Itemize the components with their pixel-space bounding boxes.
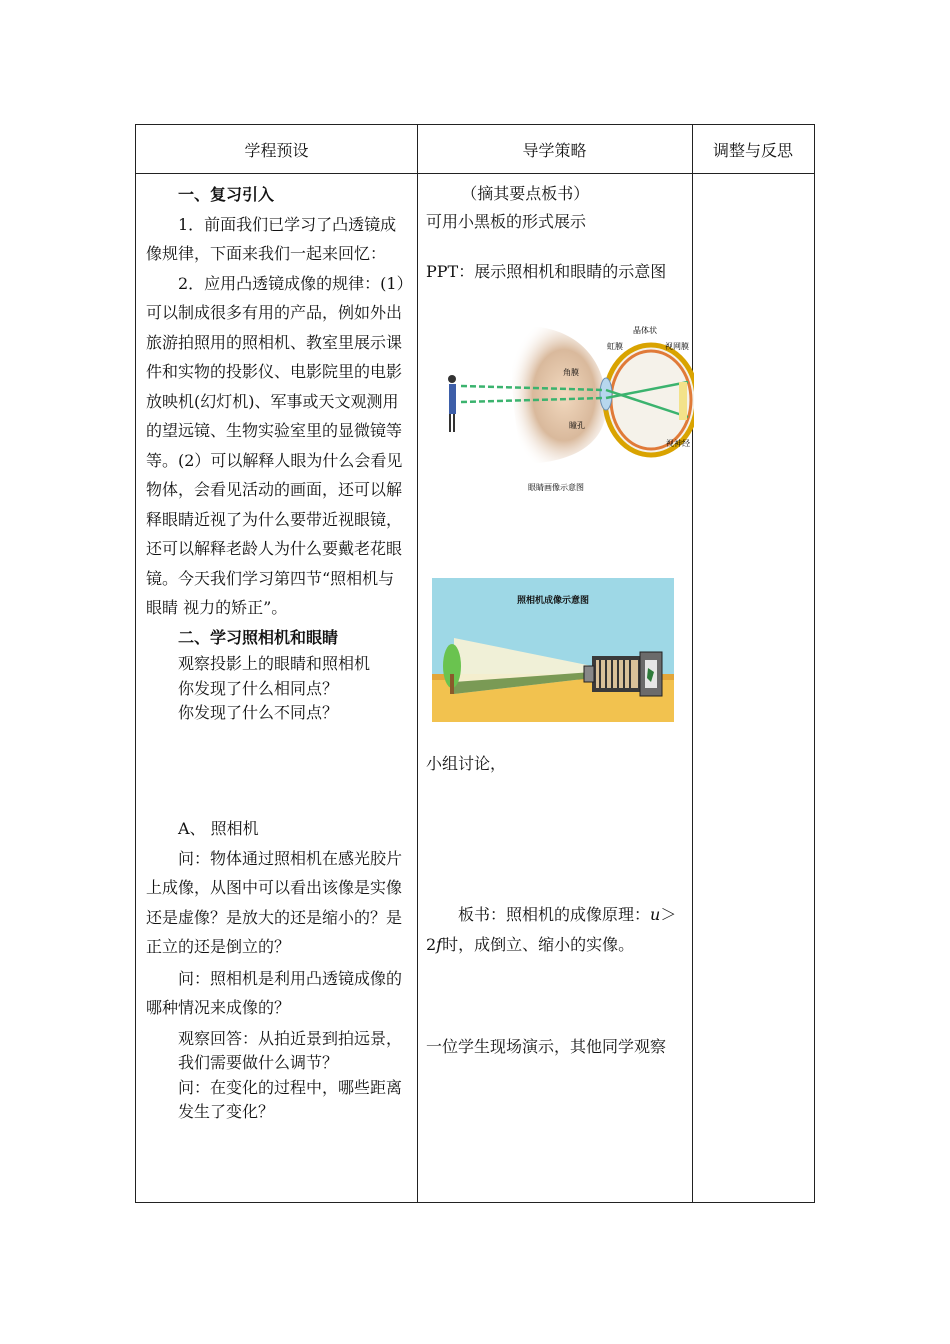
observe-answer-1: 观察回答：从拍近景到拍远景， — [178, 1028, 403, 1048]
header-col1: 学程预设 — [244, 140, 309, 160]
camera-diagram-title: 照相机成像示意图 — [516, 596, 590, 606]
blackboard-note: 可用小黑板的形式展示 — [426, 212, 587, 231]
symbol-greater: ＞ — [660, 905, 677, 924]
same-question: 你发现了什么相同点？ — [178, 678, 339, 698]
section-heading-review: 一、复习引入 — [178, 185, 275, 204]
header-col3: 调整与反思 — [712, 140, 793, 160]
paragraph-review-1: 1．前面我们已学习了凸透镜成像规律，下面来我们一起来回忆： — [146, 214, 397, 263]
camera-principle-result: 时，成倒立、缩小的实像。 — [442, 934, 635, 954]
eye-label-cornea: 角膜 — [563, 368, 579, 377]
observe-question: 观察投影上的眼睛和照相机 — [178, 654, 371, 673]
eye-label-nerve: 视神经 — [666, 439, 690, 448]
column-divider-2 — [692, 125, 693, 1202]
column-1-content — [146, 180, 410, 726]
diff-question: 你发现了什么不同点？ — [178, 703, 339, 722]
column-2-content — [426, 180, 694, 286]
board-note: （摘其要点板书） — [461, 184, 590, 203]
camera-section — [146, 817, 410, 1125]
eye-label-retina: 视网膜 — [665, 342, 689, 351]
eye-diagram — [426, 322, 694, 500]
camera-question-2: 问：照相机是利用凸透镜成像的哪种情况来成像的？ — [146, 968, 403, 1017]
section-heading-learn: 二、学习照相机和眼睛 — [178, 627, 339, 647]
column-divider-1 — [417, 125, 418, 1202]
lesson-table — [135, 124, 815, 1203]
observe-answer-2: 我们需要做什么调节？ — [178, 1053, 339, 1072]
header-divider — [136, 173, 814, 174]
symbol-u: u — [650, 905, 661, 924]
observe-answer-3: 问：在变化的过程中，哪些距离 — [178, 1077, 403, 1097]
demo-note: 一位学生现场演示，其他同学观察 — [426, 1037, 667, 1056]
camera-question-1: 问：物体通过照相机在感光胶片上成像，从图中可以看出该像是实像还是虚像？是放大的还是缩小的？是正立的还是倒立的？ — [146, 848, 403, 956]
eye-caption: 眼睛画像示意图 — [528, 483, 584, 492]
group-discussion-note: 小组讨论， — [426, 754, 507, 773]
eye-label-pupil: 瞳孔 — [569, 421, 585, 430]
eye-label-iris: 虹膜 — [607, 342, 623, 351]
paragraph-review-2: 2．应用凸透镜成像的规律：(1）可以制成很多有用的产品，例如外出旅游拍照用的照相机、教室里展示课件和实物的投影仪、电影院里的电影放映机(幻灯机)、军事或天文观测用的望远镜、生物实验室里的显微镜等等。(2）可以解释人眼为什么会看见物体，会看见活动的画面，还可以解释眼睛近视了为什么要带近视眼镜，还可以解释老龄人为什么要戴老花眼镜。今天我们学习第四节“照相机与眼睛 视力的矫正”。 — [146, 273, 405, 617]
camera-diagram — [432, 578, 674, 722]
camera-principle-note — [426, 900, 694, 959]
camera-principle-text: 板书：照相机的成像原理： — [458, 905, 651, 924]
header-col2: 导学策略 — [522, 140, 587, 160]
ppt-note: PPT：展示照相机和眼睛的示意图 — [426, 262, 667, 281]
camera-section-title: A、 照相机 — [178, 819, 259, 838]
symbol-two: 2 — [426, 934, 437, 954]
observe-answer-4: 发生了变化？ — [178, 1102, 275, 1121]
symbol-f: f — [436, 934, 443, 954]
eye-label-crystal: 晶体状 — [633, 326, 657, 335]
